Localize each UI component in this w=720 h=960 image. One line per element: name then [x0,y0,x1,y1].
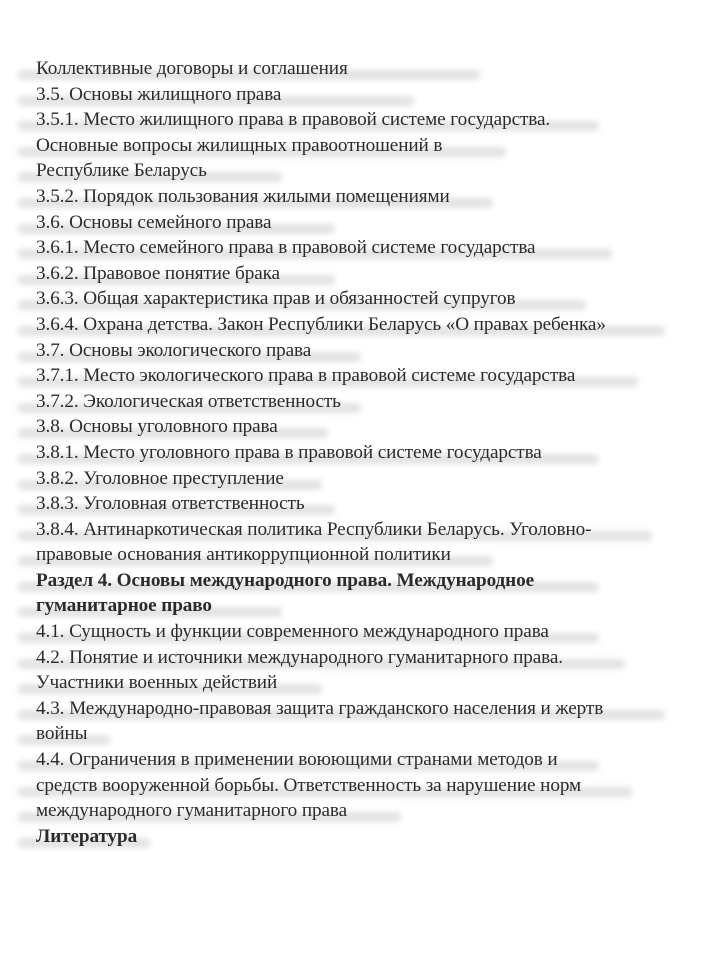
table-of-contents [36,56,696,849]
toc-item-3-8-1: 3.8.1. Место уголовного права в правовой системе государства [36,441,542,463]
toc-item-3-8: 3.8. Основы уголовного права [36,416,278,438]
toc-item-3-6-1: 3.6.1. Место семейного права в правовой системе государства [36,237,536,259]
toc-item-3-5: 3.5. Основы жилищного права [36,83,282,105]
toc-item-3-5-1-continued-2: Республике Беларусь [36,160,207,182]
section-4-heading-continued: гуманитарное право [36,595,212,617]
literature-heading: Литература [36,825,138,847]
toc-item-3-8-4-continued: правовые основания антикоррупционной политики [36,544,451,566]
toc-item-3-7-1: 3.7.1. Место экологического права в правовой системе государства [36,365,576,387]
toc-item-3-8-4: 3.8.4. Антинаркотическая политика Республики Беларусь. Уголовно- [36,518,592,540]
toc-item-4-4-continued: средств вооруженной борьбы. Ответственность за нарушение норм [36,774,582,796]
toc-item-3-6-4: 3.6.4. Охрана детства. Закон Республики Беларусь «О правах ребенка» [36,313,606,335]
toc-item-3-5-2: 3.5.2. Порядок пользования жилыми помещениями [36,185,450,207]
toc-item-4-2: 4.2. Понятие и источники международного гуманитарного права. [36,646,563,668]
toc-item-3-7-2: 3.7.2. Экологическая ответственность [36,390,341,412]
toc-item-4-3: 4.3. Международно-правовая защита гражданского населения и жертв [36,697,604,719]
toc-item-collective-agreements: Коллективные договоры и соглашения [36,58,348,79]
toc-item-3-6-3: 3.6.3. Общая характеристика прав и обязанностей супругов [36,288,516,310]
toc-item-3-8-3: 3.8.3. Уголовная ответственность [36,493,305,515]
toc-item-4-4-continued-2: международного гуманитарного права [36,800,348,822]
toc-item-4-4: 4.4. Ограничения в применении воюющими странами методов и [36,749,558,771]
toc-item-3-5-1: 3.5.1. Место жилищного права в правовой системе государства. [36,109,551,131]
toc-item-3-5-1-continued: Основные вопросы жилищных правоотношений в [36,134,443,156]
toc-item-3-7: 3.7. Основы экологического права [36,339,312,361]
toc-item-4-1: 4.1. Сущность и функции современного международного права [36,621,549,643]
toc-item-3-6-2: 3.6.2. Правовое понятие брака [36,262,280,284]
toc-item-3-8-2: 3.8.2. Уголовное преступление [36,467,284,489]
toc-item-4-2-continued: Участники военных действий [36,672,278,694]
toc-item-4-3-continued: войны [36,723,88,745]
section-4-heading: Раздел 4. Основы международного права. Международное [36,569,535,591]
toc-item-3-6: 3.6. Основы семейного права [36,211,272,233]
